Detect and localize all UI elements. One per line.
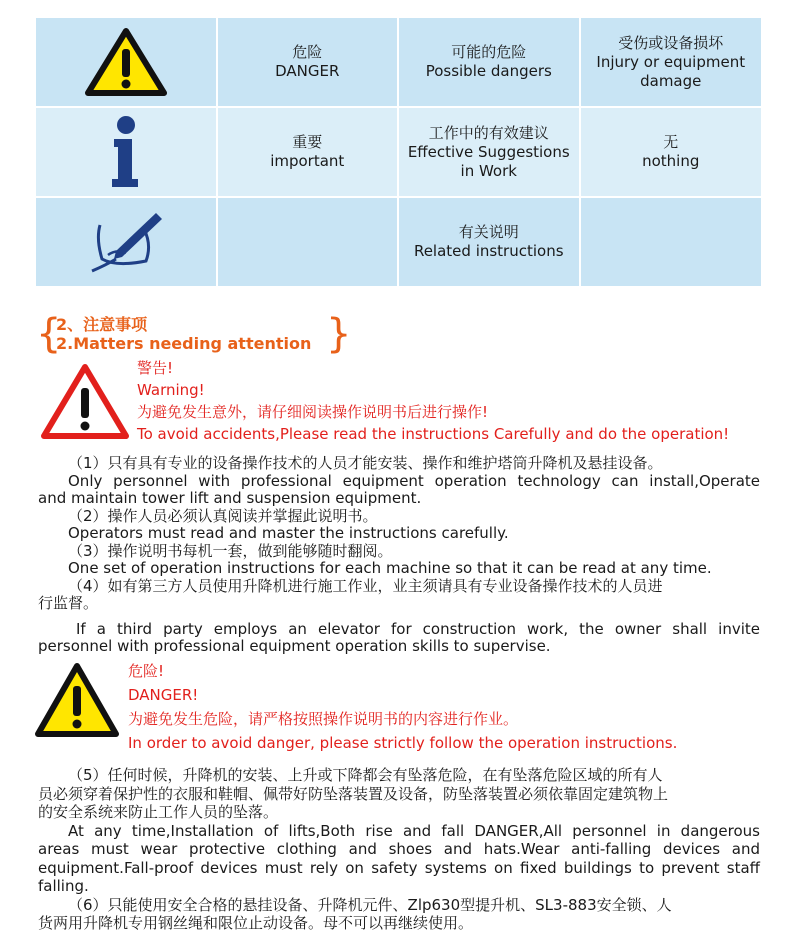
- danger-text-zh: 为避免发生危险，请严格按照操作说明书的内容进行作业。: [128, 710, 519, 728]
- icon-cell: [36, 18, 216, 106]
- warning-block: [137, 357, 729, 445]
- empty-cell: [218, 198, 398, 286]
- table-row: [36, 18, 761, 106]
- note-writing-icon: [86, 209, 166, 275]
- item5-zh-line3: 的安全系统来防止工作人员的坠落。: [38, 803, 279, 821]
- items-5-6: [38, 766, 760, 933]
- warning-label-en: Warning!: [137, 381, 205, 399]
- danger-label-en: DANGER!: [128, 686, 199, 704]
- item1-en-line2: and maintain tower lift and suspension equipment.: [38, 489, 422, 507]
- item5-en-line2: areas must wear protective clothing and shoes and hats.Wear anti-falling devices and: [38, 840, 760, 858]
- item4-zh-line1: （4）如有第三方人员使用升降机进行施工作业，业主须请具有专业设备操作技术的人员进: [68, 576, 663, 595]
- item2-zh: （2）操作人员必须认真阅读并掌握此说明书。: [68, 506, 378, 525]
- item1-en-line1: Only personnel with professional equipment operation technology can install,Operate: [68, 471, 760, 490]
- item1-zh: （1）只有具有专业的设备操作技术的人员才能安装、操作和维护塔筒升降机及悬挂设备。: [68, 454, 663, 472]
- info-icon: [106, 115, 146, 189]
- danger-triangle-icon: [34, 662, 120, 738]
- icon-cell: [36, 108, 216, 196]
- item2-en: Operators must read and master the instructions carefully.: [68, 524, 509, 542]
- icon-cell: [36, 198, 216, 286]
- item3-zh: （3）操作说明书每机一套，做到能够随时翻阅。: [68, 541, 393, 560]
- item5-en-line4: falling.: [38, 877, 89, 895]
- table-row: [36, 198, 761, 286]
- left-brace: {: [36, 311, 62, 357]
- danger-level: 危险 DANGER: [218, 18, 398, 106]
- right-brace: }: [326, 311, 352, 357]
- warning-label-zh: 警告!: [137, 359, 174, 377]
- table-row: [36, 108, 761, 196]
- item4-en-line2: personnel with professional equipment operation skills to supervise.: [38, 637, 551, 655]
- symbol-table: [36, 18, 761, 288]
- item4-zh-line2: 行监督。: [38, 594, 99, 612]
- possible-dangers: 可能的危险 Possible dangers: [399, 18, 579, 106]
- effective-suggestions: 工作中的有效建议 Effective Suggestions in Work: [399, 108, 579, 196]
- item5-en-line3: equipment.Fall-proof devices must rely on safety systems on fixed buildings to prevent staff: [38, 858, 760, 877]
- danger-text-en: In order to avoid danger, please strictly follow the operation instructions.: [128, 734, 678, 752]
- items-1-4: [38, 455, 760, 656]
- important-level: 重要 important: [218, 108, 398, 196]
- danger-label-zh: 危险!: [128, 662, 165, 680]
- item5-en-line1: At any time,Installation of lifts,Both rise and fall DANGER,All personnel in dangerous: [68, 821, 760, 840]
- result-text: 受伤或设备损坏 Injury or equipment damage: [581, 18, 762, 106]
- result-text: 无 nothing: [581, 108, 762, 196]
- warning-triangle-icon: [84, 27, 168, 97]
- section-title-zh: 2、注意事项: [56, 315, 148, 334]
- item4-en-line1: If a third party employs an elevator for construction work, the owner shall invite: [76, 619, 760, 638]
- warning-red-triangle-icon: [40, 362, 130, 440]
- item3-en: One set of operation instructions for each machine so that it can be read at any time.: [68, 559, 712, 577]
- section-heading: [36, 311, 352, 358]
- section-title-en: 2.Matters needing attention: [56, 334, 312, 353]
- item5-zh-line2: 员必须穿着保护性的衣服和鞋帽、佩带好防坠落装置及设备，防坠落装置必须依靠固定建筑物上: [38, 784, 669, 803]
- item5-zh-line1: （5）任何时候，升降机的安装、上升或下降都会有坠落危险，在有坠落危险区域的所有人: [68, 766, 663, 784]
- related-instructions: 有关说明 Related instructions: [399, 198, 579, 286]
- warning-text-zh: 为避免发生意外，请仔细阅读操作说明书后进行操作!: [137, 403, 489, 421]
- item6-zh-line1: （6）只能使用安全合格的悬挂设备、升降机元件、Zlp630型提升机、SL3-883安全锁、人: [68, 895, 672, 914]
- warning-text-en: To avoid accidents,Please read the instructions Carefully and do the operation!: [137, 425, 730, 443]
- danger-block: [128, 659, 677, 755]
- item6-zh-line2: 货两用升降机专用钢丝绳和限位止动设备。母不可以再继续使用。: [38, 914, 474, 932]
- empty-cell: [581, 198, 762, 286]
